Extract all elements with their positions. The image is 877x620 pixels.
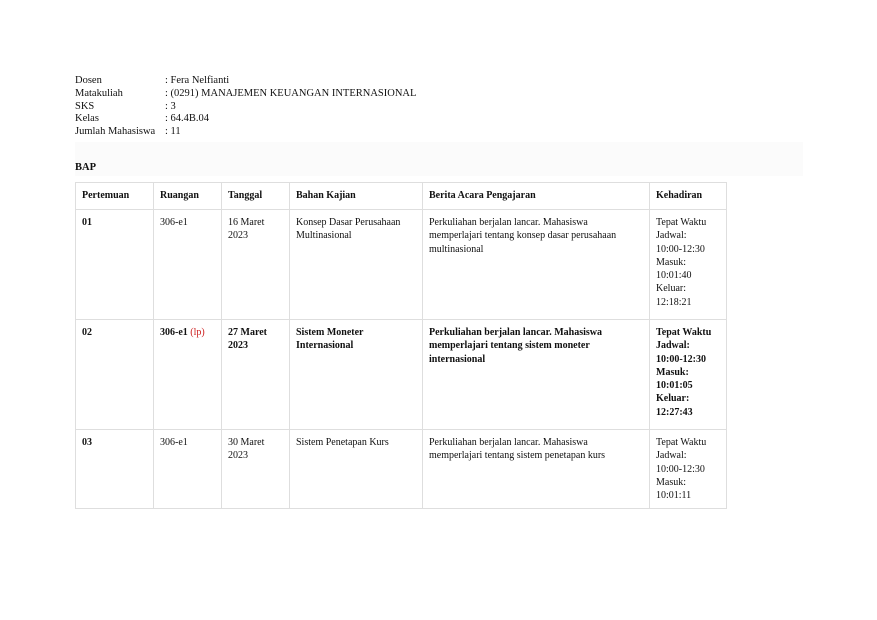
cell-pertemuan: 03 <box>76 430 154 509</box>
info-label: Matakuliah <box>75 87 123 99</box>
cell-pertemuan: 02 <box>76 320 154 430</box>
cell-tanggal: 30 Maret 2023 <box>222 430 290 509</box>
cell-berita-acara: Perkuliahan berjalan lancar. Mahasiswa memperlajari tentang sistem penetapan kurs <box>423 430 650 509</box>
section-band <box>75 142 803 176</box>
col-ruangan: Ruangan <box>154 183 222 210</box>
cell-kehadiran <box>650 430 727 509</box>
cell-ruangan <box>154 430 222 509</box>
cell-kehadiran <box>650 320 727 430</box>
cell-berita-acara: Perkuliahan berjalan lancar. Mahasiswa memperlajari tentang konsep dasar perusahaan multinasional <box>423 210 650 320</box>
kehadiran-line: 12:27:43 <box>656 406 693 418</box>
cell-tanggal: 16 Maret 2023 <box>222 210 290 320</box>
kehadiran-line: Keluar: <box>656 283 686 295</box>
cell-bahan-kajian: Sistem Moneter Internasional <box>290 320 423 430</box>
kehadiran-line: Jadwal: <box>656 230 687 242</box>
ruangan-tag: ( lp ) <box>190 327 204 338</box>
kehadiran-line: Masuk: <box>656 366 689 378</box>
table-header-row <box>76 183 727 210</box>
kehadiran-line: 10:00-12:30 <box>656 463 705 475</box>
cell-berita-acara: Perkuliahan berjalan lancar. Mahasiswa memperlajari tentang sistem moneter internasional <box>423 320 650 430</box>
info-row-kelas <box>75 113 416 126</box>
kehadiran-line: Tepat Waktu <box>656 437 707 448</box>
table-row <box>76 210 727 320</box>
info-row-sks <box>75 101 416 114</box>
ruangan-text: 306-e1 <box>160 437 188 448</box>
col-tanggal: Tanggal <box>222 183 290 210</box>
col-kehadiran: Kehadiran <box>650 183 727 210</box>
kehadiran-line: Masuk: <box>656 256 686 268</box>
cell-pertemuan: 01 <box>76 210 154 320</box>
section-title: BAP <box>75 162 96 173</box>
info-row-jumlah-mahasiswa <box>75 126 416 139</box>
kehadiran-line: 12:18:21 <box>656 296 692 308</box>
kehadiran-line: Jadwal: <box>656 450 687 462</box>
cell-tanggal: 27 Maret 2023 <box>222 320 290 430</box>
info-value: : (0291) MANAJEMEN KEUANGAN INTERNASIONAL <box>165 88 416 101</box>
cell-kehadiran <box>650 210 727 320</box>
col-bahan-kajian: Bahan Kajian <box>290 183 423 210</box>
info-value: : 64.4B.04 <box>165 113 209 126</box>
info-value: : Fera Nelfianti <box>165 75 229 88</box>
info-label: Kelas <box>75 113 99 125</box>
info-label: Jumlah Mahasiswa <box>75 126 156 138</box>
table-row <box>76 320 727 430</box>
info-value: : 11 <box>165 126 181 139</box>
ruangan-text: 306-e1 <box>160 327 188 338</box>
kehadiran-line: Jadwal: <box>656 340 690 352</box>
col-pertemuan: Pertemuan <box>76 183 154 210</box>
bap-table <box>75 182 727 509</box>
kehadiran-line: 10:01:40 <box>656 270 692 282</box>
table-row <box>76 430 727 509</box>
info-label: Dosen <box>75 75 102 86</box>
ruangan-text: 306-e1 <box>160 217 188 228</box>
kehadiran-line: Masuk: <box>656 476 686 488</box>
kehadiran-line: Keluar: <box>656 393 690 405</box>
course-info <box>75 75 416 139</box>
info-value: : 3 <box>165 101 176 114</box>
cell-ruangan <box>154 210 222 320</box>
cell-bahan-kajian: Konsep Dasar Perusahaan Multinasional <box>290 210 423 320</box>
kehadiran-line: Tepat Waktu <box>656 217 707 228</box>
kehadiran-line: 10:00-12:30 <box>656 243 705 255</box>
info-row-dosen <box>75 75 416 88</box>
info-label: SKS <box>75 100 95 112</box>
cell-bahan-kajian: Sistem Penetapan Kurs <box>290 430 423 509</box>
cell-ruangan <box>154 320 222 430</box>
kehadiran-line: 10:01:05 <box>656 380 693 392</box>
kehadiran-line: Tepat Waktu <box>656 327 712 338</box>
kehadiran-line: 10:00-12:30 <box>656 353 706 365</box>
info-row-matakuliah <box>75 88 416 101</box>
kehadiran-line: 10:01:11 <box>656 490 692 502</box>
col-berita-acara: Berita Acara Pengajaran <box>423 183 650 210</box>
